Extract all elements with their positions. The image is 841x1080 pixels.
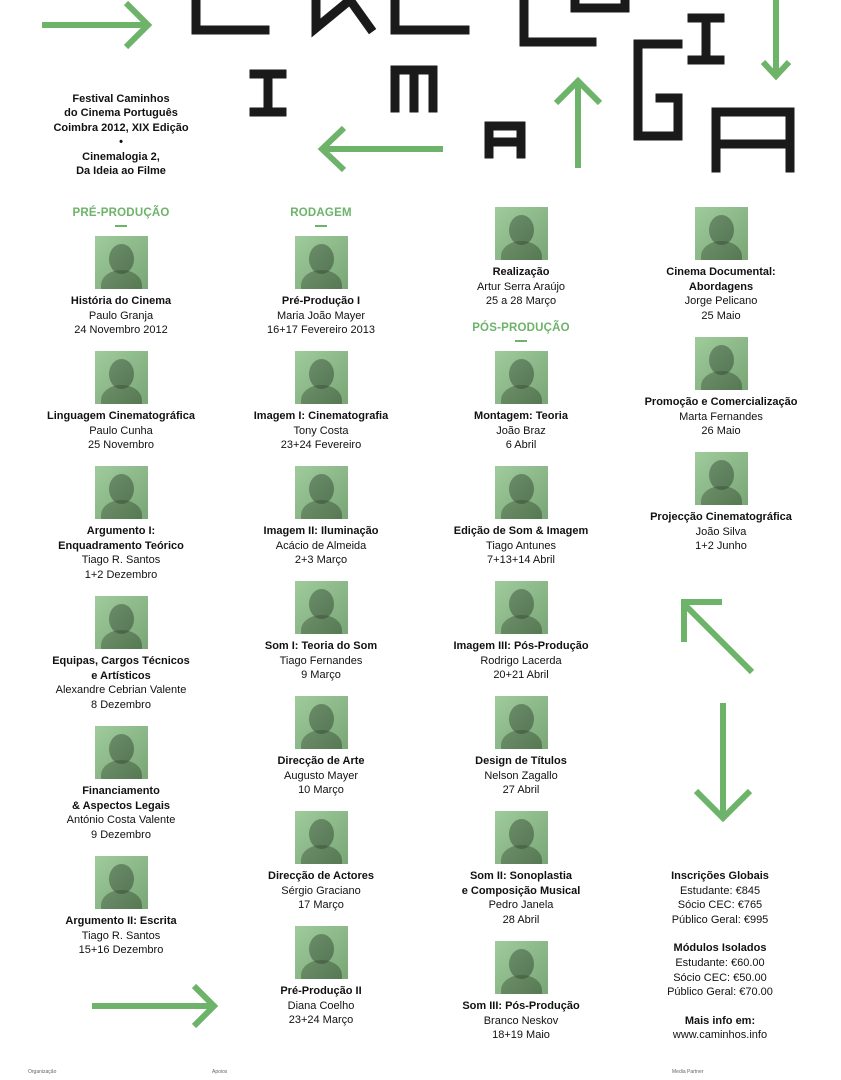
- instructor-photo: [95, 351, 148, 404]
- arrow-down-right: [696, 703, 750, 818]
- course-title: Som III: Pós-Produção: [462, 1000, 580, 1012]
- instructor-photo: [295, 466, 348, 519]
- instructor-name: Artur Serra Araújo: [476, 280, 566, 293]
- instructor-photo: [295, 696, 348, 749]
- info-title: Mais info em:: [684, 1014, 756, 1027]
- course-entry: [21, 596, 221, 712]
- instructor-photo: [295, 351, 348, 404]
- instructor-photo: [95, 726, 148, 779]
- course-title: História do Cinema: [70, 295, 172, 307]
- course-date: 20+21 Abril: [493, 669, 549, 682]
- letter-o: [575, 0, 625, 8]
- instructor-name: João Silva: [695, 525, 747, 538]
- price-line: Estudante: €845: [679, 884, 761, 897]
- instructor-photo: [495, 941, 548, 994]
- footer-media-partner: Media Partner: [672, 1069, 704, 1075]
- instructor-name: Augusto Mayer: [284, 769, 358, 782]
- course-date: 15+16 Dezembro: [78, 944, 164, 957]
- course-entry: [21, 351, 221, 453]
- course-date: 1+2 Dezembro: [84, 568, 158, 581]
- course-date: 25 a 28 Março: [485, 295, 557, 308]
- course-entry: [621, 337, 821, 439]
- course-title: Direcção de Arte: [277, 755, 365, 767]
- prices-block: [640, 869, 800, 1043]
- course-title: e Composição Musical: [461, 884, 581, 897]
- arrow-up: [556, 81, 600, 168]
- course-date: 25 Maio: [701, 309, 741, 322]
- course-title: Abordagens: [688, 280, 754, 293]
- instructor-name: Alexandre Cebrian Valente: [55, 684, 187, 697]
- instructor-photo: [295, 811, 348, 864]
- course-entry: [421, 466, 621, 568]
- course-entry: [421, 696, 621, 798]
- instructor-name: Tiago Antunes: [486, 539, 556, 552]
- course-date: 25 Novembro: [87, 439, 155, 452]
- instructor-photo: [695, 207, 748, 260]
- arrow-diagonal: [684, 602, 752, 672]
- course-entry: [621, 452, 821, 554]
- modules-title: Módulos Isolados: [673, 942, 767, 955]
- course-title: Som II: Sonoplastia: [469, 870, 573, 882]
- course-entry: [21, 856, 221, 958]
- intro-line: Coimbra 2012, XIX Edição: [53, 121, 189, 134]
- course-title: Financiamento: [82, 785, 160, 797]
- course-title: Imagem I: Cinematografia: [253, 410, 389, 422]
- course-date: 9 Dezembro: [91, 828, 151, 841]
- instructor-photo: [295, 581, 348, 634]
- intro-line: Cinemalogia 2,: [82, 150, 160, 163]
- price-line: Público Geral: €995: [671, 913, 769, 926]
- instructor-name: Tiago R. Santos: [81, 929, 161, 942]
- course-title: Direcção de Actores: [268, 870, 374, 882]
- instructor-photo: [495, 351, 548, 404]
- price-line: Sócio CEC: €765: [677, 899, 763, 912]
- course-entry: [421, 351, 621, 453]
- instructor-photo: [495, 466, 548, 519]
- course-entry: [221, 926, 421, 1028]
- instructor-name: Tony Costa: [293, 424, 349, 437]
- course-title: Enquadramento Teórico: [58, 539, 184, 552]
- course-title: Cinema Documental:: [666, 266, 776, 278]
- course-date: 23+24 Março: [288, 1014, 354, 1027]
- course-title: Som I: Teoria do Som: [264, 640, 378, 652]
- website-link[interactable]: www.caminhos.info: [672, 1029, 768, 1042]
- instructor-photo: [695, 337, 748, 390]
- course-date: 1+2 Junho: [695, 540, 747, 553]
- instructor-photo: [495, 581, 548, 634]
- course-entry: [221, 811, 421, 913]
- course-entry: [621, 207, 821, 323]
- arrow-right-bottom: [92, 986, 214, 1026]
- instructor-name: Tiago R. Santos: [81, 554, 161, 567]
- header-label: PÓS-PRODUÇÃO: [472, 322, 570, 334]
- course-title: Projecção Cinematográfica: [650, 511, 792, 523]
- instructor-name: João Braz: [496, 424, 546, 437]
- instructor-name: Tiago Fernandes: [279, 654, 363, 667]
- course-date: 26 Maio: [701, 425, 741, 438]
- course-entry: [221, 581, 421, 683]
- course-title: Imagem II: Iluminação: [263, 525, 379, 537]
- instructor-photo: [95, 856, 148, 909]
- course-entry: [421, 941, 621, 1043]
- footer-apoios: Apoios: [212, 1069, 228, 1075]
- intro-bullet: •: [119, 136, 123, 149]
- instructor-name: Sérgio Graciano: [281, 884, 361, 897]
- course-title: Linguagem Cinematográfica: [47, 410, 195, 422]
- price-line: Sócio CEC: €50.00: [673, 971, 767, 984]
- arrow-right-top: [42, 3, 148, 47]
- header-pre-producao: [21, 207, 221, 227]
- course-title: Realização: [492, 266, 550, 278]
- course-title: Pré-Produção II: [280, 985, 362, 997]
- instructor-name: Jorge Pelicano: [684, 295, 758, 308]
- course-entry: [21, 726, 221, 842]
- course-date: 10 Março: [298, 784, 344, 797]
- instructor-photo: [95, 466, 148, 519]
- instructor-name: Pedro Janela: [488, 899, 554, 912]
- course-date: 6 Abril: [505, 439, 537, 452]
- instructor-name: Marta Fernandes: [679, 410, 763, 423]
- arrow-left-middle: [322, 128, 443, 170]
- instructor-photo: [495, 207, 548, 260]
- instructor-photo: [295, 926, 348, 979]
- course-date: 8 Dezembro: [91, 698, 151, 711]
- letter-g: [638, 44, 678, 136]
- course-date: 16+17 Fevereiro 2013: [267, 324, 375, 337]
- instructor-name: Nelson Zagallo: [484, 769, 558, 782]
- instructor-name: Paulo Granja: [88, 309, 154, 322]
- course-date: 2+3 Março: [294, 554, 348, 567]
- instructor-name: Rodrigo Lacerda: [480, 654, 562, 667]
- course-entry: [221, 351, 421, 453]
- global-title: Inscrições Globais: [671, 870, 769, 882]
- instructor-name: Paulo Cunha: [89, 424, 153, 437]
- course-date: 27 Abril: [502, 784, 540, 797]
- course-entry: [421, 811, 621, 927]
- instructor-photo: [495, 811, 548, 864]
- course-title: Imagem III: Pós-Produção: [453, 640, 589, 652]
- instructor-photo: [295, 236, 348, 289]
- instructor-photo: [695, 452, 748, 505]
- instructor-photo: [495, 696, 548, 749]
- letter-e: [395, 0, 465, 30]
- price-line: Público Geral: €70.00: [667, 986, 773, 999]
- course-title: Argumento II: Escrita: [65, 915, 177, 927]
- course-date: 23+24 Fevereiro: [280, 439, 362, 452]
- course-entry: [421, 207, 621, 309]
- course-date: 9 Março: [301, 669, 341, 682]
- intro-line: do Cinema Português: [64, 107, 178, 120]
- course-date: 28 Abril: [502, 913, 540, 926]
- instructor-photo: [95, 236, 148, 289]
- course-title: e Artísticos: [91, 669, 151, 682]
- course-date: 7+13+14 Abril: [487, 554, 555, 567]
- footer-organizacao: Organização: [28, 1069, 57, 1075]
- course-entry: [21, 466, 221, 582]
- course-entry: [221, 236, 421, 338]
- course-title: Design de Títulos: [475, 755, 567, 767]
- course-entry: [221, 696, 421, 798]
- instructor-photo: [95, 596, 148, 649]
- course-date: 18+19 Maio: [492, 1029, 550, 1042]
- course-title: Argumento I:: [86, 525, 156, 537]
- intro-line: Da Ideia ao Filme: [76, 165, 166, 178]
- course-entry: [21, 236, 221, 338]
- instructor-name: Acácio de Almeida: [275, 539, 367, 552]
- festival-intro: [40, 92, 202, 178]
- course-date: 24 Novembro 2012: [74, 324, 168, 337]
- course-title: Pré-Produção I: [281, 295, 361, 307]
- course-entry: [221, 466, 421, 568]
- course-title: Montagem: Teoria: [474, 410, 568, 422]
- intro-line: Festival Caminhos: [72, 93, 170, 105]
- header-label: PRÉ-PRODUÇÃO: [72, 207, 170, 219]
- header-pos-producao: [421, 322, 621, 342]
- letter-n: [316, 0, 370, 28]
- course-date: 17 Março: [298, 899, 344, 912]
- course-title: Promoção e Comercialização: [644, 396, 798, 408]
- instructor-name: António Costa Valente: [66, 814, 176, 827]
- price-line: Estudante: €60.00: [675, 956, 765, 969]
- instructor-name: Maria João Mayer: [276, 309, 366, 322]
- header-rodagem: [221, 207, 421, 227]
- instructor-name: Branco Neskov: [483, 1014, 559, 1027]
- course-title: & Aspectos Legais: [71, 799, 170, 812]
- header-label: RODAGEM: [290, 207, 352, 219]
- instructor-name: Diana Coelho: [287, 999, 355, 1012]
- arrow-down-top: [763, 0, 789, 76]
- course-title: Equipas, Cargos Técnicos: [52, 655, 190, 667]
- course-title: Edição de Som & Imagem: [453, 525, 589, 537]
- letter-c: [196, 0, 265, 30]
- course-entry: [421, 581, 621, 683]
